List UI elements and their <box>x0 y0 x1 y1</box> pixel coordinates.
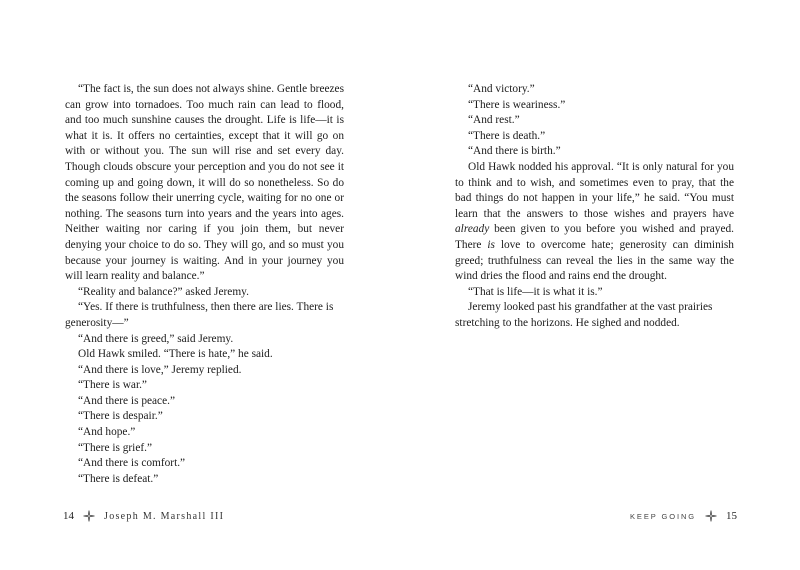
right-text-column <box>455 82 734 332</box>
paragraph: “There is despair.” <box>78 410 163 423</box>
paragraph: “And there is greed,” said Jeremy. <box>78 332 234 345</box>
paragraph: “And there is peace.” <box>78 394 175 407</box>
text-run: been given to you before you wished and prayed. There <box>455 223 734 251</box>
paragraph: “Yes. If there is truthfulness, then there are lies. There is generosity—” <box>65 301 334 329</box>
page-number: 15 <box>726 510 737 522</box>
emphasis-text: already <box>455 223 490 236</box>
paragraph: “Reality and balance?” asked Jeremy. <box>78 285 249 298</box>
text-run: love to overcome hate; generosity can diminish greed; truthfulness can reveal the lies in the same way the wind dries the flood and rains end the drought. <box>455 238 734 283</box>
paragraph: Jeremy looked past his grandfather at the vast prairies stretching to the horizons. He sighed and nodded. <box>455 301 713 329</box>
emphasis-text: is <box>487 238 495 251</box>
running-head-author: Joseph M. Marshall III <box>104 510 225 522</box>
right-folio <box>630 510 737 522</box>
paragraph: “The fact is, the sun does not always shine. Gentle breezes can grow into tornadoes. Too much rain can lead to flood, and too much sunshine causes the drought. Life is life—it is what it is. It offers no certainties, except that it will go on with or without you. The sun will rise and set every day. Though clouds obscure your perception and you do not see it coming up and going down, it will do so nonetheless. So do the seasons follow their unerring cycle, waiting for no one or nothing. The seasons turn into years and the years into ages. Neither waiting nor caring if you join them, but never denying your choice to do so. They will go, and so must you because your journey is waiting. And in your journey you will learn reality and balance.” <box>65 83 344 283</box>
text-run: Old Hawk nodded his approval. “It is only natural for you to think and to wish, and sometimes even to pray, that the bad things do not happen in your life,” he said. <box>455 160 734 205</box>
four-point-star-ornament-icon <box>705 510 717 522</box>
paragraph: “That is life—it is what it is.” <box>468 285 603 298</box>
left-text-column <box>65 82 344 487</box>
paragraph: “And hope.” <box>78 426 136 439</box>
paragraph: “There is defeat.” <box>78 472 159 485</box>
paragraph: “There is war.” <box>78 379 147 392</box>
paragraph: “There is grief.” <box>78 441 153 454</box>
paragraph: “And there is love,” Jeremy replied. <box>78 363 242 376</box>
running-head-title: KEEP GOING <box>630 511 696 521</box>
page-number: 14 <box>63 510 74 522</box>
paragraph: “And victory.” <box>468 83 535 95</box>
four-point-star-ornament-icon <box>83 510 95 522</box>
left-folio <box>63 510 224 522</box>
paragraph: “There is weariness.” <box>468 98 566 111</box>
paragraph: “And there is comfort.” <box>78 457 186 470</box>
paragraph: “And there is birth.” <box>468 145 561 158</box>
text-run: “You must learn that the answers to those wishes and prayers have <box>455 192 734 220</box>
right-page <box>400 0 800 570</box>
paragraph: “There is death.” <box>468 129 546 142</box>
paragraph-with-emphasis <box>455 160 734 285</box>
paragraph: Old Hawk smiled. “There is hate,” he said. <box>78 348 273 361</box>
paragraph: “And rest.” <box>468 114 520 127</box>
